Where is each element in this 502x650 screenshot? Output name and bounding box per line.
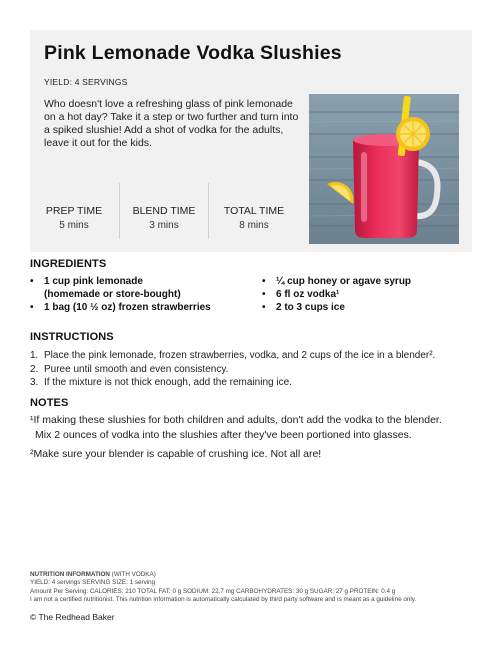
instructions-list — [30, 349, 435, 390]
bullet: • — [30, 302, 34, 313]
blend-time-value: 3 mins — [149, 220, 179, 231]
step-number: 1. — [30, 350, 39, 361]
blend-time — [120, 183, 208, 231]
nutrition-info — [30, 571, 416, 604]
total-time-label: TOTAL TIME — [223, 205, 285, 217]
ingredient-text: 1 cup pink lemonade — [44, 276, 143, 287]
ingredient-text: 6 fl oz vodka¹ — [276, 289, 340, 300]
instructions-heading: INSTRUCTIONS — [30, 331, 114, 343]
bullet: • — [262, 302, 266, 313]
ingredients-list-right — [262, 275, 462, 314]
list-item — [262, 288, 462, 301]
ingredient-text: 2 to 3 cups ice — [276, 302, 345, 313]
nutrition-values: Amount Per Serving: CALORIES: 210 TOTAL FAT: 0 g SODIUM: 22.7 mg CARBOHYDRATES: 30 g SUGAR: 27 g PROTEIN: 0.4 g — [30, 587, 396, 595]
ingredient-text: (homemade or store-bought) — [44, 289, 181, 300]
prep-time-label: PREP TIME — [45, 205, 103, 217]
bullet: • — [30, 276, 34, 287]
notes-heading: NOTES — [30, 397, 69, 409]
step-text: If the mixture is not thick enough, add the remaining ice. — [44, 377, 292, 388]
total-time — [210, 183, 298, 231]
ingredient-text: ¼ cup honey or agave syrup — [276, 276, 412, 287]
list-item — [30, 363, 435, 377]
list-item — [30, 349, 435, 363]
nutrition-heading: NUTRITION INFORMATION — [30, 571, 110, 578]
slushie-photo — [309, 94, 459, 244]
total-time-value: 8 mins — [239, 220, 269, 231]
ingredient-text: 1 bag (10 ½ oz) frozen strawberries — [44, 302, 211, 313]
list-item — [30, 376, 435, 390]
prep-time-value: 5 mins — [59, 220, 89, 231]
recipe-yield: YIELD: 4 SERVINGS — [44, 77, 128, 87]
step-text: Place the pink lemonade, frozen strawberries, vodka, and 2 cups of the ice in a blender². — [44, 350, 436, 361]
note-1 — [30, 413, 442, 443]
list-item — [262, 275, 462, 288]
blend-time-label: BLEND TIME — [132, 205, 196, 217]
note-2: ²Make sure your blender is capable of crushing ice. Not all are! — [30, 448, 322, 460]
recipe-intro: Who doesn't love a refreshing glass of pink lemonade on a hot day? Take it a step or two further and turn into a spiked slushie! Add a shot of vodka for the adults, leave it out for the kids. — [44, 98, 299, 149]
list-item — [262, 301, 462, 314]
nutrition-disclaimer: I am not a certified nutritionist. This nutrition information is automatically calculated by third party software and is meant as a guideline only. — [30, 595, 417, 603]
recipe-times — [30, 183, 300, 239]
divider — [208, 183, 209, 239]
list-item — [30, 275, 260, 301]
bullet: • — [262, 289, 266, 300]
note-text: Mix 2 ounces of vodka into the slushies after they've been portioned into glasses. — [35, 429, 412, 441]
step-number: 2. — [30, 363, 39, 375]
nutrition-yield: YIELD: 4 servings SERVING SIZE: 1 serving — [30, 579, 156, 587]
note-text: ¹If making these slushies for both children and adults, don't add the vodka to the blender. — [30, 414, 442, 426]
prep-time — [30, 183, 118, 231]
step-number: 3. — [30, 377, 39, 388]
copyright: © The Redhead Baker — [30, 612, 115, 622]
ingredients-list-left — [30, 275, 260, 314]
list-item — [30, 301, 260, 314]
step-text: Puree until smooth and even consistency. — [44, 363, 229, 375]
nutrition-heading-suffix: (WITH VODKA) — [109, 571, 156, 578]
recipe-title: Pink Lemonade Vodka Slushies — [44, 42, 342, 64]
ingredients-heading: INGREDIENTS — [30, 258, 107, 270]
bullet: • — [262, 276, 266, 287]
